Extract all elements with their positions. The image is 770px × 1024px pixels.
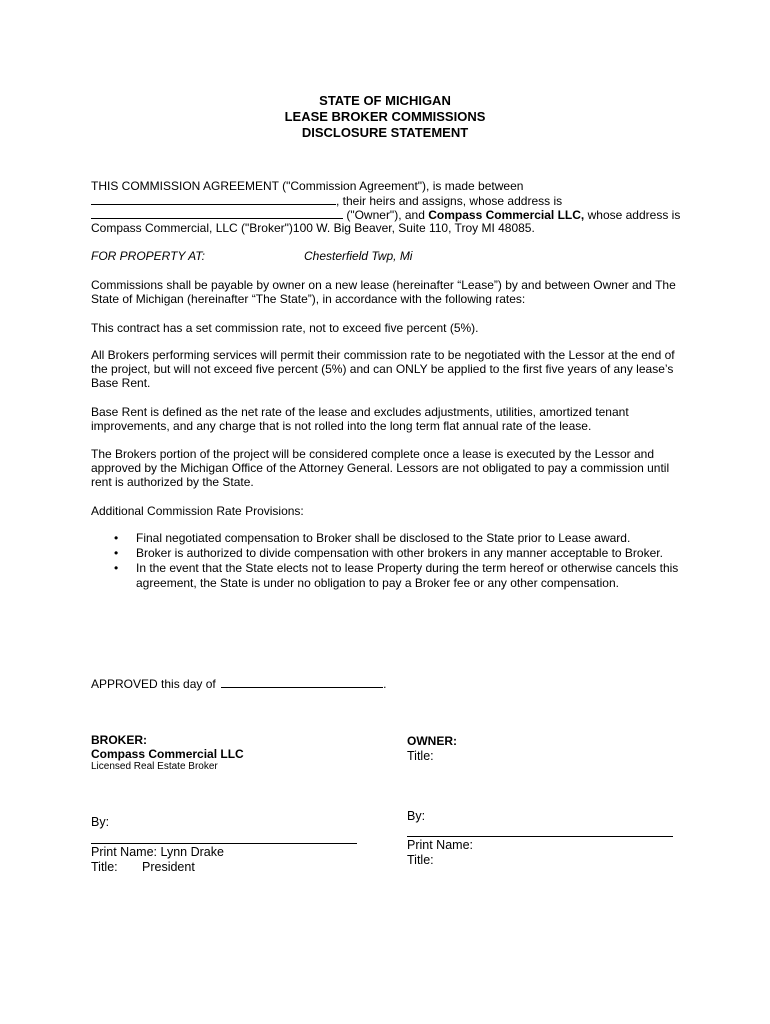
paragraph-base-rent [91, 405, 691, 433]
p3-line-2: the project, but will not exceed five percent (5%) and can ONLY be applied to the first five years of any lease’s [91, 362, 674, 376]
p4-line-1: Base Rent is defined as the net rate of the lease and excludes adjustments, utilities, amortized tenant [91, 405, 629, 419]
bullet-3-line-2: agreement, the State is under no obligation to pay a Broker fee or any other compensation. [136, 576, 619, 590]
title-line-1: STATE OF MICHIGAN [319, 93, 451, 108]
p2-line-1: This contract has a set commission rate, not to exceed five percent (5%). [91, 321, 479, 335]
owner-block [407, 734, 457, 764]
broker-signature-line[interactable] [91, 843, 357, 844]
p3-line-3: Base Rent. [91, 376, 151, 390]
paragraph-provisions-heading [91, 504, 691, 518]
p5-line-1: The Brokers portion of the project will be considered complete once a lease is executed by the Lessor and [91, 447, 654, 461]
broker-by-label: By: [91, 815, 110, 829]
p6-line-1: Additional Commission Rate Provisions: [91, 504, 304, 518]
list-item [91, 561, 691, 591]
intro-paragraph [91, 179, 691, 235]
owner-signature-line[interactable] [407, 836, 673, 837]
intro-line-3c: whose address is [584, 208, 681, 222]
approved-line [91, 676, 691, 690]
title-line-3: DISCLOSURE STATEMENT [301, 125, 469, 140]
bullet-icon: • [114, 546, 119, 560]
approved-label: APPROVED this day of [91, 677, 216, 691]
p3-line-1: All Brokers performing services will permit their commission rate to be negotiated with the Lessor at the end of [91, 348, 675, 362]
document-title [0, 93, 770, 141]
bullet-1-text: Final negotiated compensation to Broker shall be disclosed to the State prior to Lease award. [136, 531, 631, 545]
paragraph-commissions [91, 278, 691, 306]
broker-title-label: Title: [91, 860, 118, 874]
list-item [91, 531, 691, 546]
broker-title-value: President [142, 860, 195, 874]
owner-by-label: By: [407, 809, 426, 823]
owner-title-1: Title: [407, 749, 434, 763]
list-item [91, 546, 691, 561]
p5-line-2: approved by the Michigan Office of the Attorney General. Lessors are not obligated to pay a commission until [91, 461, 670, 475]
bullet-3-line-1: In the event that the State elects not to lease Property during the term hereof or otherwise cancels this [136, 561, 679, 575]
intro-line-3 [91, 207, 691, 221]
bullet-icon: • [114, 531, 119, 545]
intro-line-2-text: , their heirs and assigns, whose address is [336, 194, 563, 208]
property-line [91, 249, 691, 263]
p1-line-2: State of Michigan (hereinafter “The State”), in accordance with the following rates: [91, 292, 526, 306]
approved-suffix: . [383, 677, 387, 691]
intro-line-4: Compass Commercial, LLC ("Broker")100 W. Big Beaver, Suite 110, Troy MI 48085. [91, 221, 535, 235]
intro-line-3a: ("Owner"), and [343, 208, 429, 222]
owner-name-blank[interactable] [91, 193, 336, 205]
bullet-2-text: Broker is authorized to divide compensation with other brokers in any manner acceptable to Broker. [136, 546, 663, 560]
paragraph-set-rate [91, 321, 691, 335]
paragraph-brokers-portion [91, 447, 691, 489]
title-line-2: LEASE BROKER COMMISSIONS [284, 109, 486, 124]
broker-title-row [91, 860, 195, 875]
owner-title-2: Title: [407, 853, 434, 867]
provisions-list [91, 531, 691, 591]
p5-line-3: rent is authorized by the State. [91, 475, 254, 489]
bullet-icon: • [114, 561, 119, 575]
property-value: Chesterfield Twp, Mi [304, 249, 413, 263]
broker-company: Compass Commercial LLC [91, 747, 244, 761]
broker-license: Licensed Real Estate Broker [91, 761, 218, 772]
broker-block [91, 733, 244, 773]
broker-print-name: Print Name: Lynn Drake [91, 845, 224, 859]
paragraph-brokers [91, 348, 691, 390]
property-label: FOR PROPERTY AT: [91, 249, 206, 263]
approved-date-blank[interactable] [221, 676, 383, 688]
p4-line-2: improvements, and any charge that is not rolled into the long term flat annual rate of the lease. [91, 419, 592, 433]
intro-line-1: THIS COMMISSION AGREEMENT ("Commission Agreement"), is made between [91, 179, 524, 193]
broker-company-inline: Compass Commercial LLC, [428, 208, 585, 222]
owner-heading: OWNER: [407, 734, 457, 748]
intro-line-2 [91, 193, 691, 207]
p1-line-1: Commissions shall be payable by owner on a new lease (hereinafter “Lease”) by and between Owner and The [91, 278, 676, 292]
broker-heading: BROKER: [91, 733, 147, 747]
owner-address-blank[interactable] [91, 207, 343, 219]
owner-print-name: Print Name: [407, 838, 473, 852]
